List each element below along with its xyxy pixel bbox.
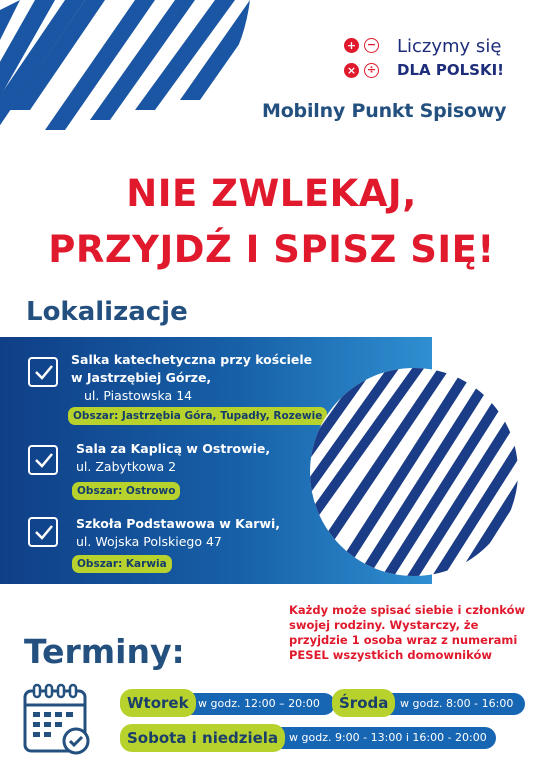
schedule-day-label: Sobota i niedziela bbox=[120, 724, 285, 752]
schedule-day-label: Wtorek bbox=[120, 689, 196, 717]
location-area-badge: Obszar: Jastrzębia Góra, Tupadły, Rozewie bbox=[68, 407, 327, 425]
decorative-striped-circle bbox=[308, 366, 520, 578]
decorative-stripes bbox=[0, 0, 260, 150]
checkbox-icon bbox=[28, 445, 58, 475]
location-name-line2: w Jastrzębiej Górze, bbox=[71, 370, 212, 385]
location-address: ul. Zabytkowa 2 bbox=[76, 459, 177, 474]
schedule-hours: w godz. 12:00 – 20:00 bbox=[198, 697, 320, 710]
calendar-icon bbox=[22, 683, 96, 759]
logo bbox=[340, 36, 530, 88]
info-note: Każdy może spisać siebie i członków swojej rodziny. Wystarczy, że przyjdzie 1 osoba wraz z numerami PESEL wszystkich domowników bbox=[289, 603, 526, 662]
logo-text-line1: Liczymy się bbox=[397, 36, 502, 57]
headline-line2: PRZYJDŹ I SPISZ SIĘ! bbox=[48, 228, 495, 271]
checkbox-icon bbox=[28, 517, 58, 547]
plus-icon: + bbox=[344, 38, 359, 53]
location-area-badge: Obszar: Karwia bbox=[72, 555, 172, 573]
location-name-line1: Salka katechetyczna przy kościele bbox=[71, 352, 313, 367]
checkbox-icon bbox=[28, 357, 58, 387]
minus-icon: − bbox=[364, 38, 379, 53]
page-subtitle: Mobilny Punkt Spisowy bbox=[262, 100, 507, 122]
location-name-line1: Szkoła Podstawowa w Karwi, bbox=[76, 516, 281, 531]
location-area-badge: Obszar: Ostrowo bbox=[72, 482, 180, 500]
divide-icon: ÷ bbox=[364, 63, 379, 78]
schedule-hours: w godz. 8:00 - 16:00 bbox=[400, 697, 514, 710]
schedule-title: Terminy: bbox=[24, 632, 185, 671]
times-icon: × bbox=[344, 63, 359, 78]
location-address: ul. Wojska Polskiego 47 bbox=[76, 534, 222, 549]
locations-title: Lokalizacje bbox=[26, 297, 188, 327]
headline-line1: NIE ZWLEKAJ, bbox=[126, 172, 417, 215]
schedule-day-label: Środa bbox=[332, 689, 395, 717]
location-name-line1: Sala za Kaplicą w Ostrowie, bbox=[76, 441, 271, 456]
schedule-hours: w godz. 9:00 - 13:00 i 16:00 - 20:00 bbox=[289, 731, 487, 744]
logo-text-line2: DLA POLSKI! bbox=[397, 61, 504, 79]
location-address: ul. Piastowska 14 bbox=[84, 388, 193, 403]
